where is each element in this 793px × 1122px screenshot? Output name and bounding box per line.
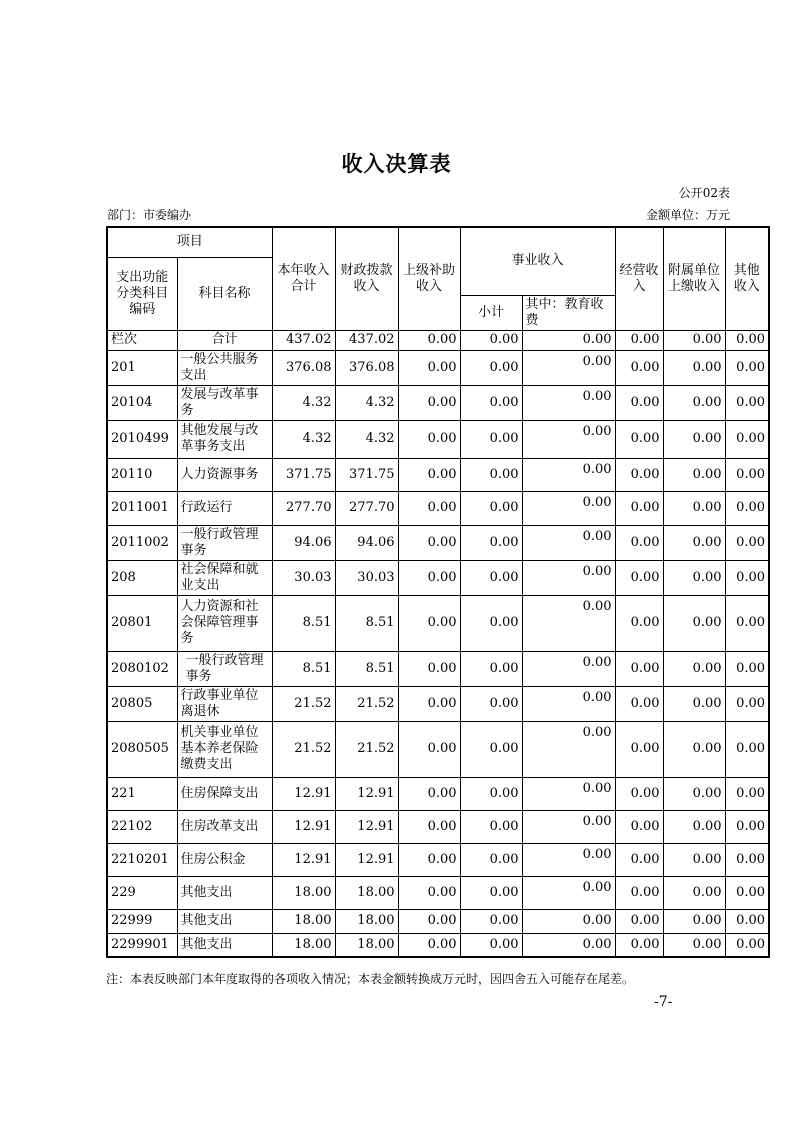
cell-other: 0.00 xyxy=(725,686,769,721)
cell-subtotal: 0.00 xyxy=(460,909,522,933)
cell-operating: 0.00 xyxy=(615,595,663,651)
cell-code: 2080102 xyxy=(107,651,177,686)
cell-total-income: 8.51 xyxy=(272,595,335,651)
cell-name: 一般行政管理事务 xyxy=(177,525,272,560)
cell-code: 2011002 xyxy=(107,525,177,560)
table-row xyxy=(107,651,769,686)
cell-edu-fee: 0.00 xyxy=(522,330,615,350)
cell-affiliated: 0.00 xyxy=(663,491,725,525)
cell-total-income: 12.91 xyxy=(272,777,335,810)
cell-code: 20104 xyxy=(107,385,177,420)
header-superior-subsidy: 上级补助收入 xyxy=(398,227,460,330)
cell-affiliated: 0.00 xyxy=(663,810,725,843)
cell-superior-subsidy: 0.00 xyxy=(398,560,460,595)
cell-total-income: 21.52 xyxy=(272,686,335,721)
cell-superior-subsidy: 0.00 xyxy=(398,933,460,957)
cell-edu-fee: 0.00 xyxy=(522,651,615,686)
cell-subtotal: 0.00 xyxy=(460,843,522,876)
cell-code: 201 xyxy=(107,350,177,385)
cell-code: 22102 xyxy=(107,810,177,843)
cell-operating: 0.00 xyxy=(615,330,663,350)
cell-edu-fee: 0.00 xyxy=(522,933,615,957)
cell-other: 0.00 xyxy=(725,721,769,777)
cell-fiscal: 21.52 xyxy=(335,686,398,721)
cell-subtotal: 0.00 xyxy=(460,560,522,595)
table-row xyxy=(107,777,769,810)
cell-other: 0.00 xyxy=(725,350,769,385)
cell-superior-subsidy: 0.00 xyxy=(398,843,460,876)
cell-code: 栏次 xyxy=(107,330,177,350)
cell-fiscal: 277.70 xyxy=(335,491,398,525)
cell-edu-fee: 0.00 xyxy=(522,420,615,458)
cell-total-income: 18.00 xyxy=(272,933,335,957)
cell-operating: 0.00 xyxy=(615,721,663,777)
table-row xyxy=(107,350,769,385)
cell-operating: 0.00 xyxy=(615,843,663,876)
amount-unit-label: 金额单位：万元 xyxy=(645,208,730,222)
table-row xyxy=(107,525,769,560)
cell-name: 人力资源事务 xyxy=(177,458,272,491)
header-other: 其他收入 xyxy=(725,227,769,330)
cell-total-income: 371.75 xyxy=(272,458,335,491)
cell-superior-subsidy: 0.00 xyxy=(398,330,460,350)
table-row xyxy=(107,458,769,491)
cell-affiliated: 0.00 xyxy=(663,350,725,385)
cell-subtotal: 0.00 xyxy=(460,525,522,560)
cell-other: 0.00 xyxy=(725,385,769,420)
cell-fiscal: 8.51 xyxy=(335,651,398,686)
cell-superior-subsidy: 0.00 xyxy=(398,350,460,385)
cell-fiscal: 8.51 xyxy=(335,595,398,651)
cell-subtotal: 0.00 xyxy=(460,721,522,777)
cell-fiscal: 12.91 xyxy=(335,810,398,843)
cell-edu-fee: 0.00 xyxy=(522,777,615,810)
cell-total-income: 12.91 xyxy=(272,810,335,843)
table-row xyxy=(107,420,769,458)
cell-superior-subsidy: 0.00 xyxy=(398,810,460,843)
table-note: 注：本表反映部门本年度取得的各项收入情况；本表金额转换成万元时，因四舍五入可能存在尾差。 xyxy=(106,972,635,986)
cell-name: 合计 xyxy=(177,330,272,350)
cell-subtotal: 0.00 xyxy=(460,330,522,350)
cell-affiliated: 0.00 xyxy=(663,385,725,420)
cell-operating: 0.00 xyxy=(615,810,663,843)
table-row xyxy=(107,843,769,876)
cell-code: 221 xyxy=(107,777,177,810)
cell-operating: 0.00 xyxy=(615,420,663,458)
cell-edu-fee: 0.00 xyxy=(522,458,615,491)
table-row xyxy=(107,933,769,957)
header-subtotal: 小计 xyxy=(460,295,522,330)
cell-name: 住房公积金 xyxy=(177,843,272,876)
table-row xyxy=(107,595,769,651)
cell-other: 0.00 xyxy=(725,560,769,595)
cell-affiliated: 0.00 xyxy=(663,458,725,491)
cell-total-income: 94.06 xyxy=(272,525,335,560)
cell-other: 0.00 xyxy=(725,595,769,651)
cell-other: 0.00 xyxy=(725,525,769,560)
cell-operating: 0.00 xyxy=(615,651,663,686)
cell-other: 0.00 xyxy=(725,843,769,876)
cell-total-income: 21.52 xyxy=(272,721,335,777)
cell-total-income: 4.32 xyxy=(272,385,335,420)
cell-name: 社会保障和就业支出 xyxy=(177,560,272,595)
cell-subtotal: 0.00 xyxy=(460,458,522,491)
table-row xyxy=(107,909,769,933)
cell-edu-fee: 0.00 xyxy=(522,686,615,721)
cell-subtotal: 0.00 xyxy=(460,686,522,721)
table-row xyxy=(107,721,769,777)
cell-edu-fee: 0.00 xyxy=(522,810,615,843)
cell-subtotal: 0.00 xyxy=(460,385,522,420)
header-career-income: 事业收入 xyxy=(460,227,615,295)
cell-code: 22999 xyxy=(107,909,177,933)
cell-edu-fee: 0.00 xyxy=(522,491,615,525)
cell-total-income: 8.51 xyxy=(272,651,335,686)
cell-superior-subsidy: 0.00 xyxy=(398,686,460,721)
cell-superior-subsidy: 0.00 xyxy=(398,525,460,560)
cell-subtotal: 0.00 xyxy=(460,777,522,810)
cell-superior-subsidy: 0.00 xyxy=(398,651,460,686)
cell-affiliated: 0.00 xyxy=(663,933,725,957)
cell-operating: 0.00 xyxy=(615,385,663,420)
table-row xyxy=(107,560,769,595)
cell-name: 一般行政管理事务 xyxy=(177,651,272,686)
table-row xyxy=(107,686,769,721)
cell-fiscal: 4.32 xyxy=(335,385,398,420)
header-operating: 经营收入 xyxy=(615,227,663,330)
cell-name: 人力资源和社会保障管理事务 xyxy=(177,595,272,651)
cell-subtotal: 0.00 xyxy=(460,933,522,957)
cell-code: 20805 xyxy=(107,686,177,721)
cell-operating: 0.00 xyxy=(615,560,663,595)
cell-operating: 0.00 xyxy=(615,909,663,933)
cell-total-income: 12.91 xyxy=(272,843,335,876)
cell-name: 发展与改革事务 xyxy=(177,385,272,420)
cell-fiscal: 437.02 xyxy=(335,330,398,350)
cell-fiscal: 21.52 xyxy=(335,721,398,777)
header-edu-fee: 其中：教育收费 xyxy=(522,295,615,330)
cell-operating: 0.00 xyxy=(615,458,663,491)
cell-edu-fee: 0.00 xyxy=(522,595,615,651)
department-label: 部门：市委编办 xyxy=(107,208,192,222)
cell-code: 2011001 xyxy=(107,491,177,525)
cell-operating: 0.00 xyxy=(615,525,663,560)
cell-superior-subsidy: 0.00 xyxy=(398,458,460,491)
cell-superior-subsidy: 0.00 xyxy=(398,491,460,525)
cell-superior-subsidy: 0.00 xyxy=(398,876,460,909)
cell-fiscal: 12.91 xyxy=(335,777,398,810)
cell-subtotal: 0.00 xyxy=(460,810,522,843)
header-affiliated: 附属单位上缴收入 xyxy=(663,227,725,330)
cell-code: 2210201 xyxy=(107,843,177,876)
cell-other: 0.00 xyxy=(725,876,769,909)
table-row xyxy=(107,876,769,909)
cell-other: 0.00 xyxy=(725,777,769,810)
cell-total-income: 4.32 xyxy=(272,420,335,458)
cell-code: 208 xyxy=(107,560,177,595)
cell-affiliated: 0.00 xyxy=(663,651,725,686)
cell-superior-subsidy: 0.00 xyxy=(398,777,460,810)
cell-code: 2080505 xyxy=(107,721,177,777)
cell-operating: 0.00 xyxy=(615,686,663,721)
cell-name: 住房改革支出 xyxy=(177,810,272,843)
form-code: 公开02表 xyxy=(678,186,730,200)
table-row-total xyxy=(107,330,769,350)
cell-fiscal: 94.06 xyxy=(335,525,398,560)
cell-code: 2299901 xyxy=(107,933,177,957)
cell-affiliated: 0.00 xyxy=(663,843,725,876)
cell-affiliated: 0.00 xyxy=(663,686,725,721)
cell-superior-subsidy: 0.00 xyxy=(398,420,460,458)
cell-total-income: 277.70 xyxy=(272,491,335,525)
cell-edu-fee: 0.00 xyxy=(522,525,615,560)
cell-affiliated: 0.00 xyxy=(663,330,725,350)
cell-superior-subsidy: 0.00 xyxy=(398,721,460,777)
cell-other: 0.00 xyxy=(725,651,769,686)
cell-edu-fee: 0.00 xyxy=(522,350,615,385)
cell-affiliated: 0.00 xyxy=(663,595,725,651)
cell-name: 其他支出 xyxy=(177,909,272,933)
header-total-income: 本年收入合计 xyxy=(272,227,335,330)
header-item: 项目 xyxy=(107,227,272,257)
cell-fiscal: 376.08 xyxy=(335,350,398,385)
cell-edu-fee: 0.00 xyxy=(522,560,615,595)
cell-fiscal: 18.00 xyxy=(335,909,398,933)
cell-name: 机关事业单位基本养老保险缴费支出 xyxy=(177,721,272,777)
cell-other: 0.00 xyxy=(725,909,769,933)
cell-name: 其他支出 xyxy=(177,876,272,909)
cell-subtotal: 0.00 xyxy=(460,491,522,525)
page-number: -7- xyxy=(654,994,673,1010)
table-row xyxy=(107,491,769,525)
cell-fiscal: 371.75 xyxy=(335,458,398,491)
table-body xyxy=(107,330,769,957)
cell-total-income: 18.00 xyxy=(272,876,335,909)
cell-affiliated: 0.00 xyxy=(663,560,725,595)
cell-edu-fee: 0.00 xyxy=(522,876,615,909)
table-row xyxy=(107,385,769,420)
cell-code: 20110 xyxy=(107,458,177,491)
cell-operating: 0.00 xyxy=(615,933,663,957)
cell-other: 0.00 xyxy=(725,810,769,843)
cell-subtotal: 0.00 xyxy=(460,595,522,651)
cell-fiscal: 12.91 xyxy=(335,843,398,876)
cell-operating: 0.00 xyxy=(615,350,663,385)
cell-operating: 0.00 xyxy=(615,491,663,525)
cell-subtotal: 0.00 xyxy=(460,651,522,686)
header-fiscal: 财政拨款收入 xyxy=(335,227,398,330)
cell-name: 住房保障支出 xyxy=(177,777,272,810)
cell-other: 0.00 xyxy=(725,420,769,458)
cell-superior-subsidy: 0.00 xyxy=(398,909,460,933)
cell-code: 2010499 xyxy=(107,420,177,458)
cell-fiscal: 18.00 xyxy=(335,876,398,909)
cell-total-income: 30.03 xyxy=(272,560,335,595)
cell-other: 0.00 xyxy=(725,491,769,525)
cell-name: 一般公共服务支出 xyxy=(177,350,272,385)
cell-other: 0.00 xyxy=(725,458,769,491)
cell-code: 229 xyxy=(107,876,177,909)
cell-subtotal: 0.00 xyxy=(460,876,522,909)
cell-fiscal: 18.00 xyxy=(335,933,398,957)
cell-affiliated: 0.00 xyxy=(663,777,725,810)
page-title: 收入决算表 xyxy=(341,151,452,176)
cell-affiliated: 0.00 xyxy=(663,876,725,909)
cell-edu-fee: 0.00 xyxy=(522,721,615,777)
cell-code: 20801 xyxy=(107,595,177,651)
cell-fiscal: 30.03 xyxy=(335,560,398,595)
header-subject-name: 科目名称 xyxy=(177,257,272,330)
cell-name: 其他发展与改革事务支出 xyxy=(177,420,272,458)
cell-total-income: 18.00 xyxy=(272,909,335,933)
cell-edu-fee: 0.00 xyxy=(522,843,615,876)
cell-affiliated: 0.00 xyxy=(663,909,725,933)
cell-other: 0.00 xyxy=(725,933,769,957)
cell-total-income: 437.02 xyxy=(272,330,335,350)
header-func-code: 支出功能分类科目编码 xyxy=(107,257,177,330)
cell-subtotal: 0.00 xyxy=(460,350,522,385)
cell-operating: 0.00 xyxy=(615,876,663,909)
cell-affiliated: 0.00 xyxy=(663,525,725,560)
cell-name: 行政运行 xyxy=(177,491,272,525)
cell-superior-subsidy: 0.00 xyxy=(398,385,460,420)
cell-fiscal: 4.32 xyxy=(335,420,398,458)
cell-edu-fee: 0.00 xyxy=(522,385,615,420)
cell-affiliated: 0.00 xyxy=(663,721,725,777)
cell-edu-fee: 0.00 xyxy=(522,909,615,933)
cell-affiliated: 0.00 xyxy=(663,420,725,458)
income-final-accounts-table xyxy=(106,226,770,958)
cell-subtotal: 0.00 xyxy=(460,420,522,458)
cell-operating: 0.00 xyxy=(615,777,663,810)
cell-name: 行政事业单位离退休 xyxy=(177,686,272,721)
cell-superior-subsidy: 0.00 xyxy=(398,595,460,651)
cell-other: 0.00 xyxy=(725,330,769,350)
cell-total-income: 376.08 xyxy=(272,350,335,385)
cell-name: 其他支出 xyxy=(177,933,272,957)
table-row xyxy=(107,810,769,843)
